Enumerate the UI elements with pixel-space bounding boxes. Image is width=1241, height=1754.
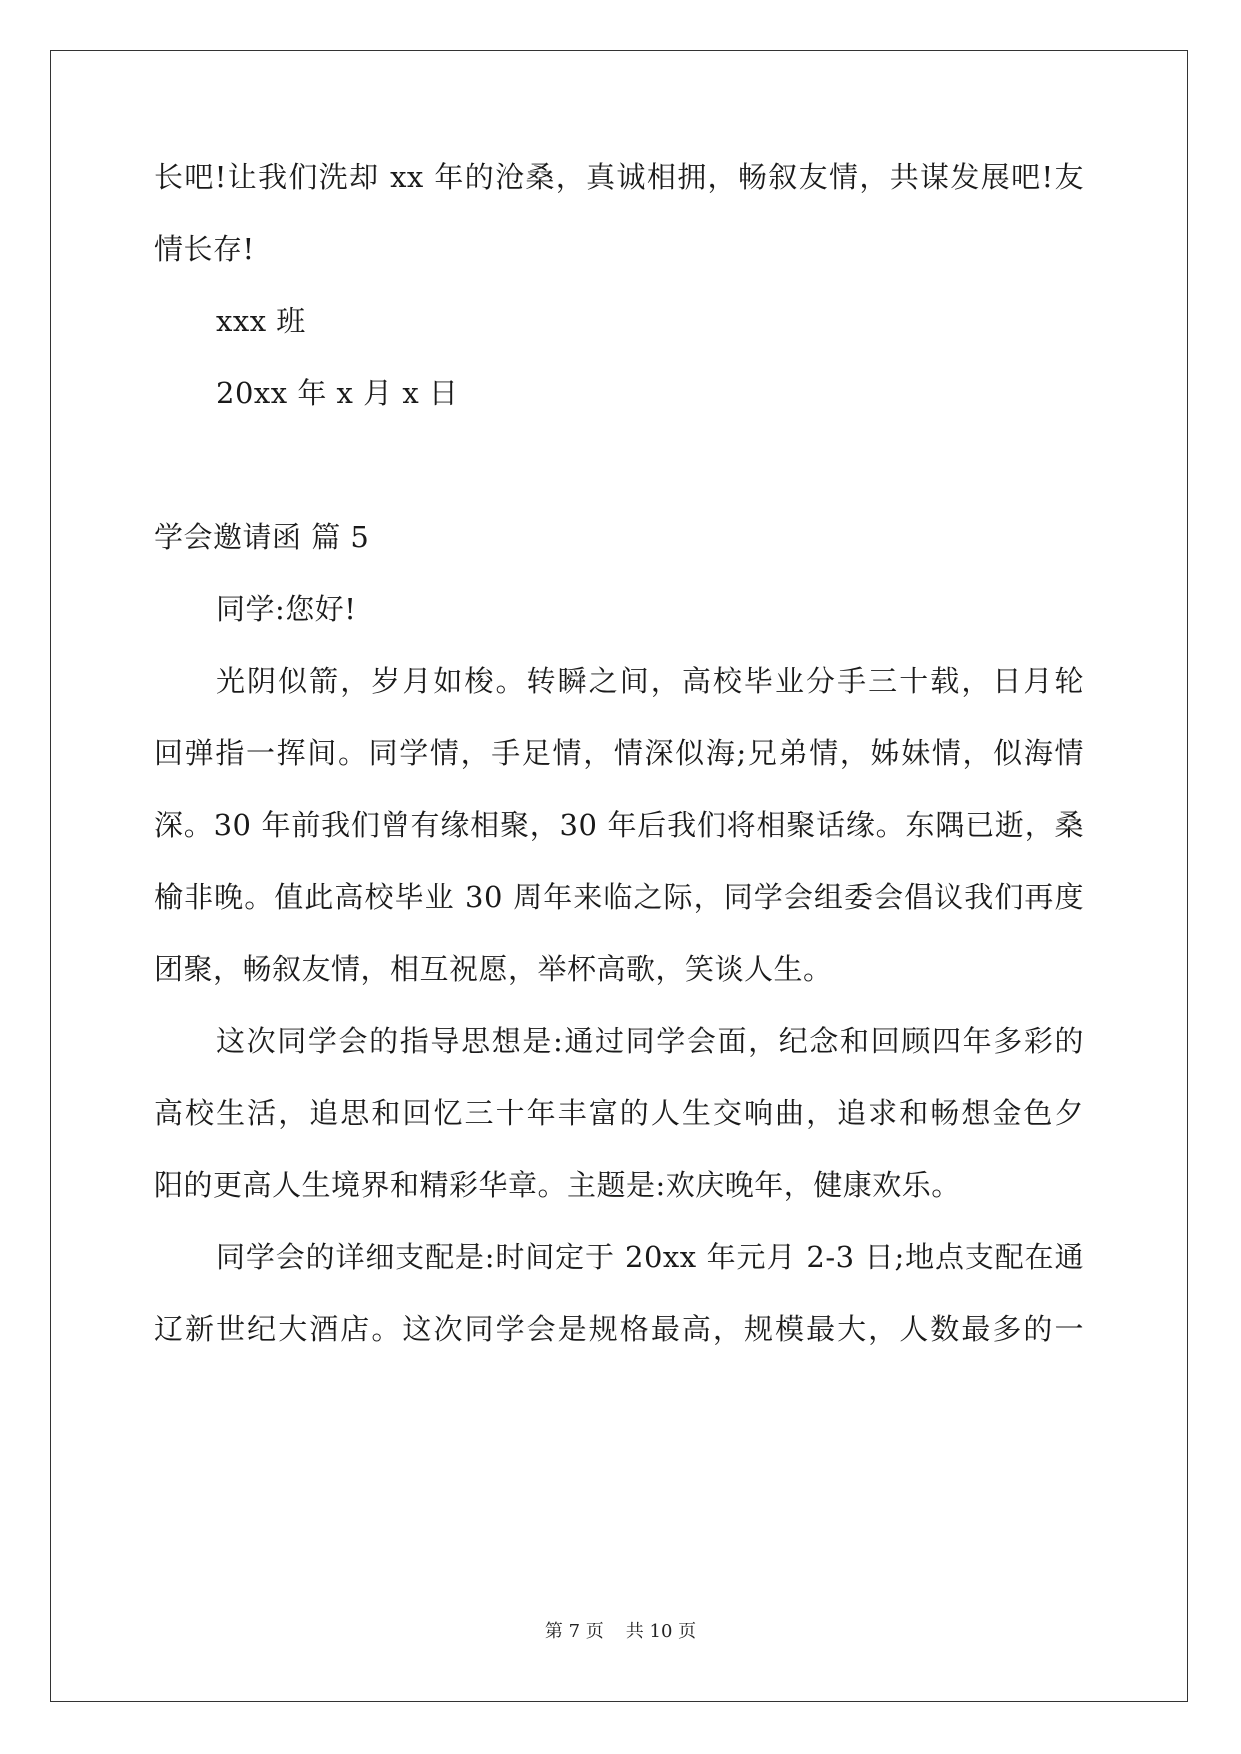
text-line: 高校生活，追思和回忆三十年丰富的人生交响曲，追求和畅想金色夕 (154, 1096, 1084, 1130)
page-footer (0, 1621, 1241, 1643)
greeting: 同学:您好! (216, 592, 357, 626)
text-line: 榆非晚。值此高校毕业 30 周年来临之际，同学会组委会倡议我们再度 (154, 880, 1084, 914)
page-border (50, 50, 1188, 1702)
text-line: 阳的更高人生境界和精彩华章。主题是:欢庆晚年，健康欢乐。 (154, 1168, 961, 1202)
text-line: 情长存! (154, 232, 255, 266)
signature: xxx 班 (216, 304, 306, 338)
text-line: 深。30 年前我们曾有缘相聚，30 年后我们将相聚话缘。东隅已逝，桑 (154, 808, 1084, 842)
text-line: 长吧!让我们洗却 xx 年的沧桑，真诚相拥，畅叙友情，共谋发展吧!友 (154, 160, 1084, 194)
text-line: 辽新世纪大酒店。这次同学会是规格最高，规模最大，人数最多的一 (154, 1312, 1084, 1346)
page-total: 共 10 页 (625, 1621, 697, 1642)
page-number: 第 7 页 (544, 1621, 604, 1642)
text-line: 团聚，畅叙友情，相互祝愿，举杯高歌，笑谈人生。 (154, 952, 833, 986)
section-title: 学会邀请函 篇 5 (154, 520, 370, 554)
date-line: 20xx 年 x 月 x 日 (216, 376, 459, 410)
text-line: 回弹指一挥间。同学情，手足情，情深似海;兄弟情，姊妹情，似海情 (154, 736, 1084, 770)
text-line: 同学会的详细支配是:时间定于 20xx 年元月 2-3 日;地点支配在通 (216, 1240, 1084, 1274)
text-line: 这次同学会的指导思想是:通过同学会面，纪念和回顾四年多彩的 (216, 1024, 1084, 1058)
text-line: 光阴似箭，岁月如梭。转瞬之间，高校毕业分手三十载，日月轮 (216, 664, 1084, 698)
